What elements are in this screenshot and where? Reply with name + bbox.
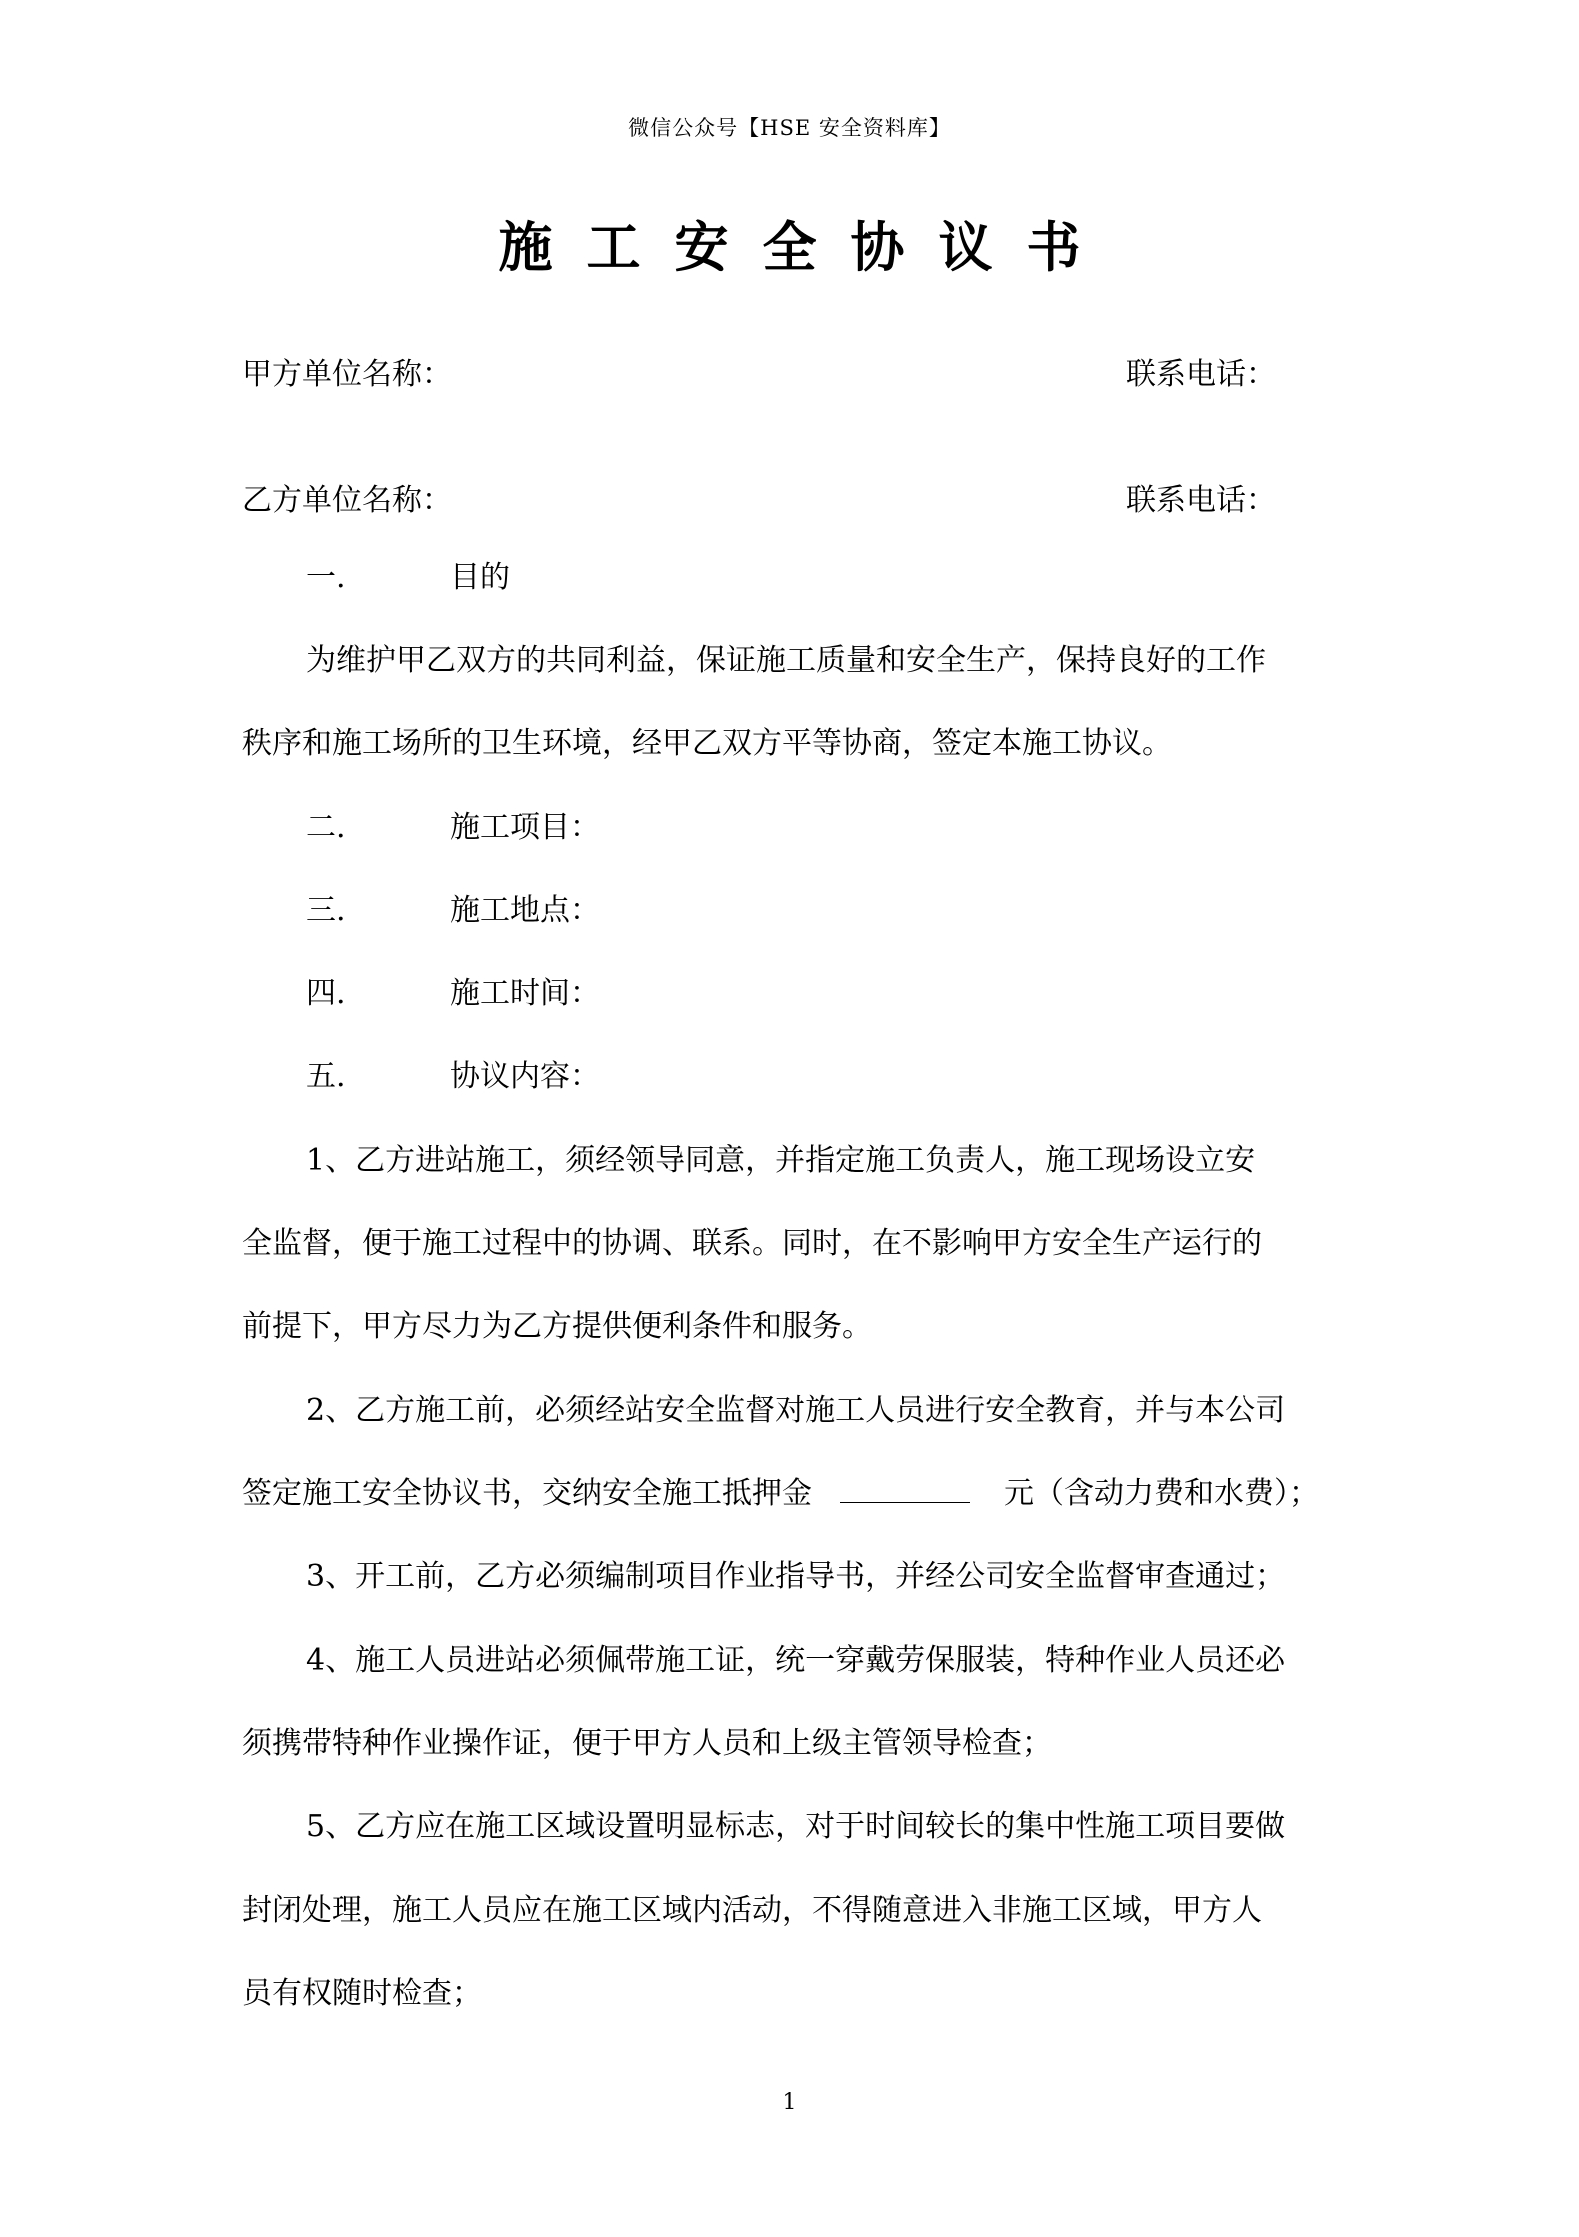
clause-3-line-1: 3、开工前，乙方必须编制项目作业指导书，并经公司安全监督审查通过； bbox=[306, 1559, 1286, 1594]
clause-5-line-2: 封闭处理，施工人员应在施工区域内活动，不得随意进入非施工区域，甲方人 bbox=[242, 1893, 1262, 1928]
section-1-label: 目的 bbox=[450, 560, 510, 595]
clause-1-line-1: 1、乙方进站施工，须经领导同意，并指定施工负责人，施工现场设立安 bbox=[306, 1143, 1256, 1178]
section-1-heading bbox=[242, 558, 1406, 598]
clause-2-fee-text: 元（含动力费和水费）； bbox=[1004, 1476, 1319, 1511]
section-1-number: 一. bbox=[306, 560, 346, 595]
section-5-number: 五. bbox=[306, 1059, 346, 1094]
page-number: 1 bbox=[782, 2090, 797, 2115]
section-2-heading bbox=[242, 808, 1406, 848]
section-5-heading bbox=[242, 1057, 1406, 1097]
clause-2-line-2 bbox=[242, 1474, 1342, 1514]
purpose-line-2: 秩序和施工场所的卫生环境，经甲乙双方平等协商，签定本施工协议。 bbox=[242, 726, 1172, 761]
deposit-amount-blank bbox=[840, 1476, 970, 1503]
clause-4-line-1: 4、施工人员进站必须佩带施工证，统一穿戴劳保服装，特种作业人员还必 bbox=[306, 1643, 1286, 1678]
party-a-phone-label: 联系电话： bbox=[1126, 357, 1276, 392]
party-b-phone-label: 联系电话： bbox=[1126, 483, 1276, 518]
party-b-row bbox=[242, 475, 1342, 518]
clause-5-line-1: 5、乙方应在施工区域设置明显标志，对于时间较长的集中性施工项目要做 bbox=[306, 1809, 1286, 1844]
header-note: 微信公众号【HSE 安全资料库】 bbox=[628, 116, 951, 140]
section-3-label: 施工地点： bbox=[450, 893, 600, 928]
clause-1-line-3: 前提下，甲方尽力为乙方提供便利条件和服务。 bbox=[242, 1309, 872, 1344]
clause-1-line-2: 全监督，便于施工过程中的协调、联系。同时，在不影响甲方安全生产运行的 bbox=[242, 1226, 1262, 1261]
section-2-number: 二. bbox=[306, 810, 346, 845]
section-4-heading bbox=[242, 974, 1406, 1014]
purpose-line-1: 为维护甲乙双方的共同利益，保证施工质量和安全生产，保持良好的工作 bbox=[306, 643, 1266, 678]
party-a-name-label: 甲方单位名称： bbox=[242, 357, 452, 392]
party-b-name-label: 乙方单位名称： bbox=[242, 483, 452, 518]
document-title: 施工安全协议书 bbox=[498, 215, 1115, 279]
section-5-label: 协议内容： bbox=[450, 1059, 600, 1094]
section-3-number: 三. bbox=[306, 893, 346, 928]
clause-5-line-3: 员有权随时检查； bbox=[242, 1976, 482, 2011]
clause-2-deposit-text: 签定施工安全协议书，交纳安全施工抵押金 bbox=[242, 1476, 812, 1511]
section-2-label: 施工项目： bbox=[450, 810, 600, 845]
section-3-heading bbox=[242, 891, 1406, 931]
clause-2-line-1: 2、乙方施工前，必须经站安全监督对施工人员进行安全教育，并与本公司 bbox=[306, 1393, 1286, 1428]
section-4-number: 四. bbox=[306, 976, 346, 1011]
clause-4-line-2: 须携带特种作业操作证，便于甲方人员和上级主管领导检查； bbox=[242, 1726, 1052, 1761]
party-a-row bbox=[242, 349, 1342, 392]
section-4-label: 施工时间： bbox=[450, 976, 600, 1011]
